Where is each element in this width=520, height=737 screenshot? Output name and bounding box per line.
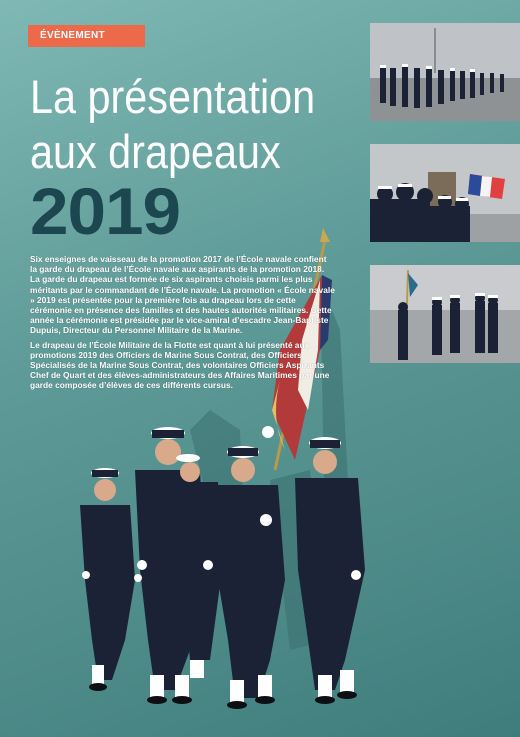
title-line-2: aux drapeaux bbox=[30, 125, 281, 178]
ceremony-photo-2 bbox=[370, 144, 520, 242]
ceremony-photo-1 bbox=[370, 23, 520, 121]
section-tag: ÉVÈNEMENT bbox=[28, 25, 145, 47]
article-body bbox=[30, 254, 335, 395]
paragraph-1: Six enseignes de vaisseau de la promotion 2017 de l’École navale confient la garde du drapeau de l’École navale aux aspirants de la promotion 2018. La garde du drapeau est formée de six aspirants choisis parmi les plus méritants par le commandant de l’École navale. La promotion « École navale » 2019 est présentée pour la première fois au drapeau lors de cette cérémonie en présence des familles et des hautes autorités militaires. Cette année la cérémonie est présidée par le vice-amiral d’escadre Jean-Baptiste Dupuis, Directeur du Personnel Militaire de la Marine. bbox=[30, 254, 335, 336]
year-heading: 2019 bbox=[30, 174, 180, 248]
paragraph-2: Le drapeau de l’École Militaire de la Flotte est quant à lui présenté aux promotions 2019 des Officiers de Marine Sous Contrat, des Officiers Spécialisés de la Marine Sous Contrat, des volontaires Officiers Aspirants Chef de Quart et des élèves-administrateurs des Affaires Maritimes par une garde composée d’élèves de ces différents cursus. bbox=[30, 339, 330, 391]
title-line-1: La présentation bbox=[30, 70, 316, 123]
ceremony-photo-3 bbox=[370, 265, 520, 363]
